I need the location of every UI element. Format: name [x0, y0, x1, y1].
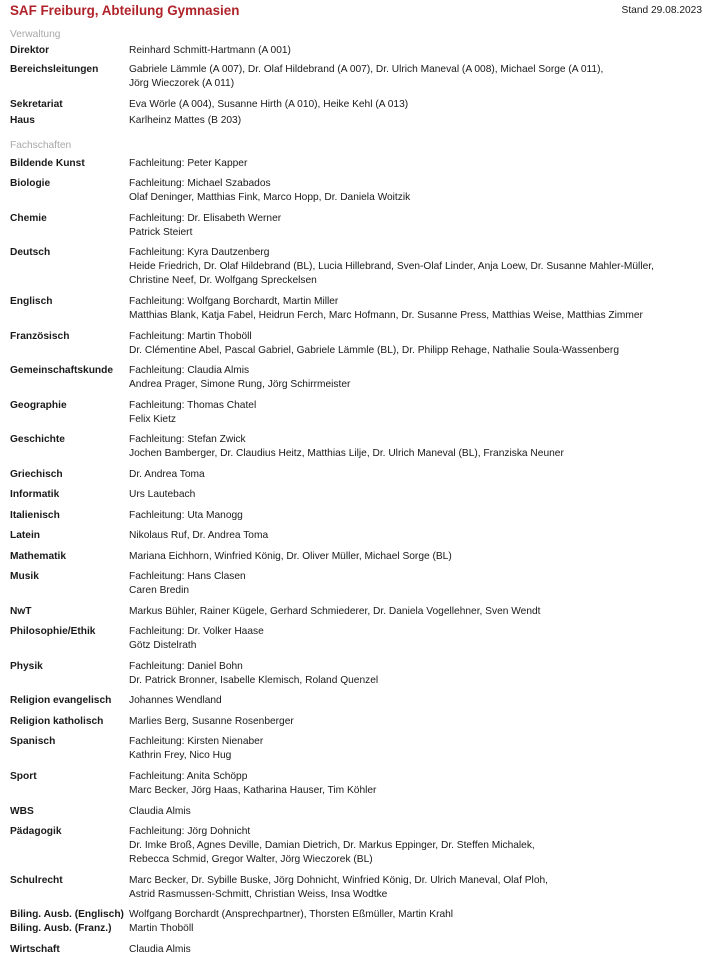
member-line: Kathrin Frey, Nico Hug: [129, 750, 232, 761]
row-label: Englisch: [10, 296, 53, 307]
row-members: [129, 605, 541, 619]
row-label: Mathematik: [10, 551, 67, 562]
row-label: Sport: [10, 771, 37, 782]
row-label: Biologie: [10, 178, 51, 189]
row-label: Geographie: [10, 400, 67, 411]
row-members: [129, 922, 193, 936]
row-members: [129, 694, 222, 708]
member-line: Dr. Andrea Toma: [129, 469, 205, 480]
member-line: Andrea Prager, Simone Rung, Jörg Schirrmeister: [129, 379, 351, 390]
member-line: Fachleitung: Wolfgang Borchardt, Martin Miller: [129, 296, 339, 307]
member-line: Urs Lautebach: [129, 489, 196, 500]
row-label: Gemeinschaftskunde: [10, 365, 114, 376]
member-line: Marc Becker, Dr. Sybille Buske, Jörg Dohnicht, Winfried König, Dr. Ulrich Maneval, Olaf Ploh,: [129, 875, 548, 886]
row-members: [129, 805, 191, 819]
member-line: Fachleitung: Michael Szabados: [129, 178, 271, 189]
row-label: Latein: [10, 530, 41, 541]
row-members: [129, 157, 247, 171]
row-label: WBS: [10, 806, 34, 817]
row-label: Religion katholisch: [10, 716, 104, 727]
member-line: Caren Bredin: [129, 585, 190, 596]
row-label: Biling. Ausb. (Franz.): [10, 923, 112, 934]
row-label: Griechisch: [10, 469, 63, 480]
row-label: Deutsch: [10, 247, 51, 258]
row-members: [129, 550, 452, 564]
member-line: Felix Kietz: [129, 414, 176, 425]
member-line: Wolfgang Borchardt (Ansprechpartner), Thorsten Eßmüller, Martin Krahl: [129, 909, 454, 920]
member-line: Fachleitung: Peter Kapper: [129, 158, 248, 169]
member-line: Gabriele Lämmle (A 007), Dr. Olaf Hildebrand (A 007), Dr. Ulrich Maneval (A 008), Michael Sorge (A 011),: [129, 64, 604, 75]
row-label: Informatik: [10, 489, 60, 500]
member-line: Jochen Bamberger, Dr. Claudius Heitz, Matthias Lilje, Dr. Ulrich Maneval (BL), Franziska Neuner: [129, 448, 564, 459]
member-line: Fachleitung: Jörg Dohnicht: [129, 826, 251, 837]
member-line: Nikolaus Ruf, Dr. Andrea Toma: [129, 530, 269, 541]
row-label: Physik: [10, 661, 43, 672]
member-line: Reinhard Schmitt-Hartmann (A 001): [129, 45, 291, 56]
row-members: [129, 114, 241, 128]
member-line: Olaf Deninger, Matthias Fink, Marco Hopp, Dr. Daniela Woitzik: [129, 192, 411, 203]
row-label: Bildende Kunst: [10, 158, 85, 169]
stand-date: Stand 29.08.2023: [621, 5, 702, 16]
member-line: Fachleitung: Stefan Zwick: [129, 434, 246, 445]
row-members: [129, 177, 410, 205]
member-line: Karlheinz Mattes (B 203): [129, 115, 242, 126]
row-members: [129, 330, 619, 358]
row-members: [129, 44, 291, 58]
member-line: Fachleitung: Kirsten Nienaber: [129, 736, 264, 747]
row-label: Pädagogik: [10, 826, 62, 837]
row-label: Geschichte: [10, 434, 65, 445]
row-members: [129, 488, 195, 502]
row-members: [129, 874, 548, 902]
row-members: [129, 433, 564, 461]
row-members: [129, 943, 191, 957]
member-line: Mariana Eichhorn, Winfried König, Dr. Oliver Müller, Michael Sorge (BL): [129, 551, 452, 562]
row-members: [129, 509, 243, 523]
member-line: Martin Thoböll: [129, 923, 194, 934]
row-label: Spanisch: [10, 736, 56, 747]
member-line: Astrid Rasmussen-Schmitt, Christian Weiss, Insa Wodtke: [129, 889, 388, 900]
member-line: Claudia Almis: [129, 944, 191, 955]
row-label: Direktor: [10, 45, 50, 56]
member-line: Jörg Wieczorek (A 011): [129, 78, 235, 89]
row-members: [129, 660, 378, 688]
row-label: Chemie: [10, 213, 47, 224]
member-line: Fachleitung: Dr. Elisabeth Werner: [129, 213, 282, 224]
row-members: [129, 399, 256, 427]
row-members: [129, 825, 535, 867]
row-members: [129, 770, 376, 798]
member-line: Fachleitung: Anita Schöpp: [129, 771, 248, 782]
member-line: Fachleitung: Daniel Bohn: [129, 661, 243, 672]
row-members: [129, 468, 205, 482]
member-line: Marc Becker, Jörg Haas, Katharina Hauser, Tim Köhler: [129, 785, 377, 796]
member-line: Heide Friedrich, Dr. Olaf Hildebrand (BL), Lucia Hillebrand, Sven-Olaf Linder, Anja Loew, Dr. Susanne Mahler-Müller,: [129, 261, 654, 272]
member-line: Fachleitung: Claudia Almis: [129, 365, 250, 376]
page-title: SAF Freiburg, Abteilung Gymnasien: [10, 3, 240, 18]
row-members: [129, 98, 408, 112]
member-line: Patrick Steiert: [129, 227, 193, 238]
member-line: Fachleitung: Kyra Dautzenberg: [129, 247, 270, 258]
member-line: Marlies Berg, Susanne Rosenberger: [129, 716, 294, 727]
member-line: Götz Distelrath: [129, 640, 197, 651]
member-line: Fachleitung: Uta Manogg: [129, 510, 243, 521]
member-line: Dr. Imke Broß, Agnes Deville, Damian Dietrich, Dr. Markus Eppinger, Dr. Steffen Michalek,: [129, 840, 535, 851]
row-label: NwT: [10, 606, 32, 617]
row-members: [129, 364, 350, 392]
member-line: Fachleitung: Martin Thoböll: [129, 331, 252, 342]
row-members: [129, 63, 603, 91]
member-line: Eva Wörle (A 004), Susanne Hirth (A 010), Heike Kehl (A 013): [129, 99, 409, 110]
row-members: [129, 246, 654, 288]
row-label: Biling. Ausb. (Englisch): [10, 909, 124, 920]
row-members: [129, 212, 281, 240]
row-label: Philosophie/Ethik: [10, 626, 96, 637]
member-line: Dr. Clémentine Abel, Pascal Gabriel, Gabriele Lämmle (BL), Dr. Philipp Rehage, Nathalie Soula-Wassenberg: [129, 345, 619, 356]
row-label: Musik: [10, 571, 39, 582]
member-line: Fachleitung: Hans Clasen: [129, 571, 246, 582]
section-label-verwaltung: Verwaltung: [10, 29, 61, 40]
member-line: Markus Bühler, Rainer Kügele, Gerhard Schmiederer, Dr. Daniela Vogellehner, Sven Wendt: [129, 606, 541, 617]
row-label: Sekretariat: [10, 99, 63, 110]
row-members: [129, 295, 643, 323]
row-label: Französisch: [10, 331, 70, 342]
row-members: [129, 715, 294, 729]
row-label: Italienisch: [10, 510, 60, 521]
row-members: [129, 625, 264, 653]
row-label: Haus: [10, 115, 35, 126]
member-line: Matthias Blank, Katja Fabel, Heidrun Ferch, Marc Hofmann, Dr. Susanne Press, Matthias Weise, Matthias Zimmer: [129, 310, 643, 321]
row-members: [129, 735, 263, 763]
row-label: Religion evangelisch: [10, 695, 112, 706]
section-label-fachschaften: Fachschaften: [10, 140, 72, 151]
row-members: [129, 529, 268, 543]
member-line: Rebecca Schmid, Gregor Walter, Jörg Wieczorek (BL): [129, 854, 373, 865]
member-line: Dr. Patrick Bronner, Isabelle Klemisch, Roland Quenzel: [129, 675, 379, 686]
row-label: Schulrecht: [10, 875, 63, 886]
member-line: Christine Neef, Dr. Wolfgang Spreckelsen: [129, 275, 317, 286]
member-line: Claudia Almis: [129, 806, 191, 817]
row-members: [129, 570, 246, 598]
row-label: Bereichsleitungen: [10, 64, 99, 75]
member-line: Fachleitung: Dr. Volker Haase: [129, 626, 264, 637]
row-members: [129, 908, 453, 922]
row-label: Wirtschaft: [10, 944, 60, 955]
page-header: [10, 3, 702, 21]
member-line: Fachleitung: Thomas Chatel: [129, 400, 257, 411]
member-line: Johannes Wendland: [129, 695, 222, 706]
